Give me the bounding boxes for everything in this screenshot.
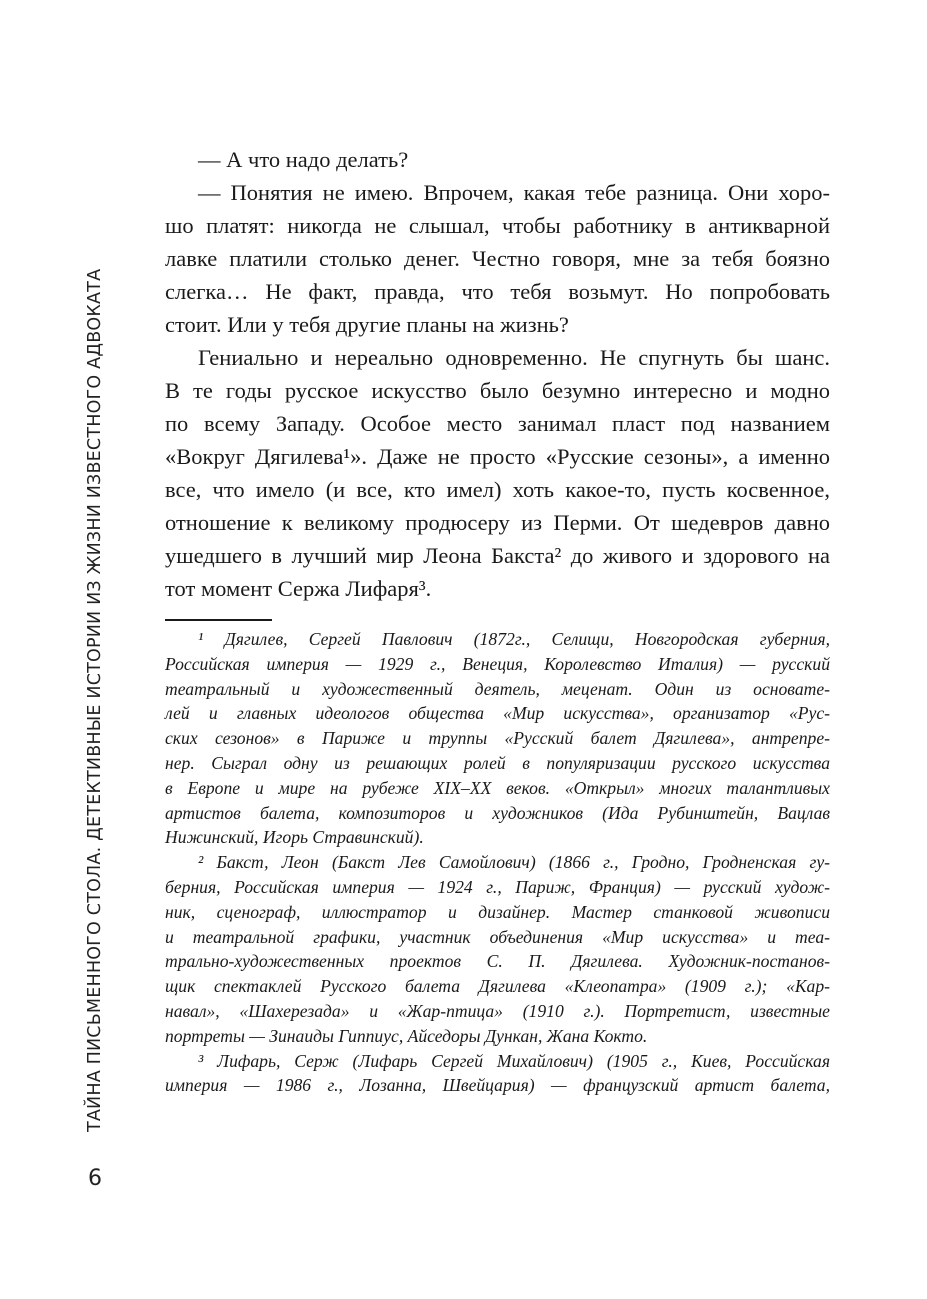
body-line: отношение к великому продюсеру из Перми. От шедевров давно xyxy=(165,510,830,535)
body-line: шо платят: никогда не слышал, чтобы работнику в антикварной xyxy=(165,213,830,238)
footnote-line: трально-художественных проектов С. П. Дягилева. Художник-постанов- xyxy=(165,951,830,972)
footnote-line: театральный и художественный деятель, меценат. Один из основате- xyxy=(165,678,830,699)
body-line: В те годы русское искусство было безумно интересно и модно xyxy=(165,378,830,403)
body-line: — Понятия не имею. Впрочем, какая тебе разница. Они хоро- xyxy=(198,180,830,205)
footnote-line: ² Бакст, Леон (Бакст Лев Самойлович) (1866 г., Гродно, Гродненская гу- xyxy=(198,852,830,873)
body-line: по всему Западу. Особое место занимал пласт под названием xyxy=(165,411,830,436)
footnote-line: щик спектаклей Русского балета Дягилева «Клеопатра» (1909 г.); «Кар- xyxy=(165,976,830,997)
footnote-line: в Европе и мире на рубеже XIX–XX веков. «Открыл» многих талантливых xyxy=(165,777,830,798)
footnote-line: Российская империя — 1929 г., Венеция, Королевство Италия) — русский xyxy=(165,653,830,674)
footnote-line: и театральной графики, участник объединения «Мир искусства» и теа- xyxy=(165,926,830,947)
body-line: стоит. Или у тебя другие планы на жизнь? xyxy=(165,312,569,337)
footnote-line: берния, Российская империя — 1924 г., Париж, Франция) — русский худож- xyxy=(165,876,830,897)
footnote-line: портреты — Зинаиды Гиппиус, Айседоры Дункан, Жана Кокто. xyxy=(165,1025,648,1046)
body-line: все, что имело (и все, кто имел) хоть какое-то, пусть косвенное, xyxy=(165,477,830,502)
footnote-separator xyxy=(165,619,272,621)
footnote-line: империя — 1986 г., Лозанна, Швейцария) — французский артист балета, xyxy=(165,1075,830,1096)
body-line: тот момент Сержа Лифаря³. xyxy=(165,576,432,601)
running-head: ТАЙНА ПИСЬМЕННОГО СТОЛА. ДЕТЕКТИВНЫЕ ИСТОРИИ ИЗ ЖИЗНИ ИЗВЕСТНОГО АДВОКАТА xyxy=(85,268,105,1132)
footnote-line: ских сезонов» в Париже и труппы «Русский балет Дягилева», антрепре- xyxy=(165,728,830,749)
footnote-line: лей и главных идеологов общества «Мир искусства», организатор «Рус- xyxy=(165,703,830,724)
body-text xyxy=(165,143,830,605)
body-line: Гениально и нереально одновременно. Не спугнуть бы шанс. xyxy=(198,345,830,370)
body-line: лавке платили столько денег. Честно говоря, мне за тебя боязно xyxy=(165,246,830,271)
body-line: «Вокруг Дягилева¹». Даже не просто «Русские сезоны», а именно xyxy=(165,444,830,469)
footnote-line: ник, сценограф, иллюстратор и дизайнер. Мастер станковой живописи xyxy=(165,901,830,922)
footnotes xyxy=(165,627,830,1098)
page-number: 6 xyxy=(88,1166,102,1191)
body-line: слегка… Не факт, правда, что тебя возьмут. Но попробовать xyxy=(165,279,830,304)
body-line: ушедшего в лучший мир Леона Бакста² до живого и здорового на xyxy=(165,543,830,568)
footnote-line: ³ Лифарь, Серж (Лифарь Сергей Михайлович) (1905 г., Киев, Российская xyxy=(198,1050,830,1071)
footnote-line: нер. Сыграл одну из решающих ролей в популяризации русского искусства xyxy=(165,752,830,773)
footnote-line: ¹ Дягилев, Сергей Павлович (1872г., Селищи, Новгородская губерния, xyxy=(198,629,830,649)
footnote-line: навал», «Шахерезада» и «Жар-птица» (1910 г.). Портретист, известные xyxy=(165,1000,830,1021)
body-line: — А что надо делать? xyxy=(198,147,409,172)
footnote-line: Нижинский, Игорь Стравинский). xyxy=(165,827,424,848)
footnote-line: артистов балета, композиторов и художников (Ида Рубинштейн, Вацлав xyxy=(165,802,830,823)
